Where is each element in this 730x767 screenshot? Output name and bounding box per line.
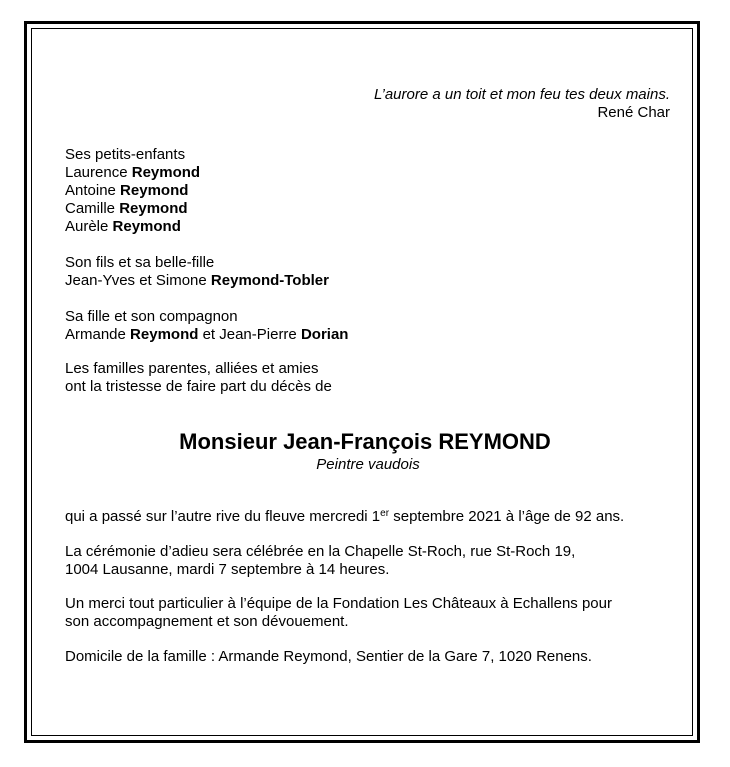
son-first-names: Jean-Yves et Simone [65,272,207,289]
passing-line [65,508,624,526]
grandchild-last-name: Reymond [119,200,188,217]
epigraph-author: René Char [597,104,670,121]
grandchild-last-name: Reymond [131,164,201,181]
epigraph [374,86,670,122]
deceased-title: Peintre vaudois [316,456,420,473]
passing-sup: er [380,508,390,519]
epigraph-quote: L’aurore a un toit et mon feu tes deux mains. [373,86,670,103]
ceremony-block [65,543,575,579]
daughter-names [65,326,348,344]
domicile-block [65,648,592,666]
passing-after: septembre 2021 à l’âge de 92 ans. [389,508,625,525]
families-line-1: Les familles parentes, alliées et amies [65,360,319,377]
passing-before: qui a passé sur l’autre rive du fleuve mercredi 1 [65,508,381,525]
grandchild-first-name: Laurence [65,164,128,181]
grandchild-line [65,182,200,200]
grandchild-line [65,200,200,218]
son-block [65,254,329,290]
families-block [65,360,332,396]
companion-last-name: Dorian [300,326,349,343]
deceased-name: Monsieur Jean-François REYMOND [179,429,551,454]
thanks-line-2: son accompagnement et son dévouement. [65,613,349,630]
son-last-name: Reymond-Tobler [210,272,329,289]
ceremony-line-1: La cérémonie d’adieu sera célébrée en la Chapelle St-Roch, rue St-Roch 19, [65,543,576,560]
companion-first-name: et Jean-Pierre [202,326,297,343]
grandchild-line [65,218,200,236]
thanks-line-1: Un merci tout particulier à l’équipe de la Fondation Les Châteaux à Echallens pour [65,595,612,612]
daughter-heading: Sa fille et son compagnon [65,308,238,325]
ceremony-line-2: 1004 Lausanne, mardi 7 septembre à 14 heures. [65,561,390,578]
grandchildren-heading: Ses petits-enfants [65,146,186,163]
grandchildren-block [65,146,200,236]
grandchild-last-name: Reymond [112,218,181,235]
grandchild-last-name: Reymond [120,182,189,199]
families-line-2: ont la tristesse de faire part du décès de [65,378,332,395]
grandchild-first-name: Camille [65,200,116,217]
daughter-last-name: Reymond [130,326,199,343]
domicile-text: Domicile de la famille : Armande Reymond, Sentier de la Gare 7, 1020 Renens. [65,648,592,665]
son-names [65,272,329,290]
grandchild-first-name: Aurèle [65,218,109,235]
thanks-block [65,595,612,631]
daughter-first-name: Armande [65,326,126,343]
grandchild-line [65,164,200,182]
daughter-block [65,308,348,344]
grandchild-first-name: Antoine [65,182,116,199]
passing-text [65,508,624,526]
son-heading: Son fils et sa belle-fille [65,254,215,271]
